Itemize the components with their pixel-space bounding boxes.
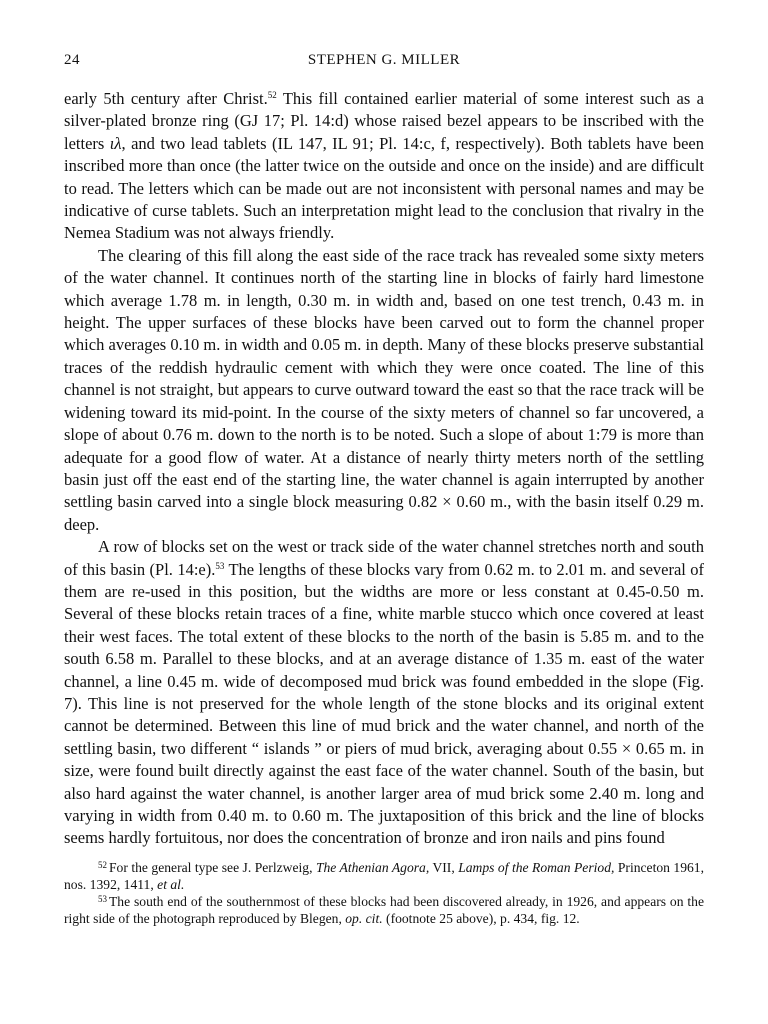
footnote-52-mark: 52 bbox=[98, 859, 107, 870]
paragraph-3-text-a: A row of blocks set on the west or track side of the water channel stretches north and south of this basin (Pl. 14:e). bbox=[64, 537, 704, 579]
footnote-ref-53: 53 bbox=[215, 560, 225, 571]
footnotes bbox=[64, 859, 704, 927]
paragraph-2: The clearing of this fill along the east side of the race track has revealed some sixty meters of the water channel. It continues north of the starting line in blocks of fairly hard limestone which average 1.78 m. in length, 0.30 m. in width and, based on one test trench, 0.43 m. in height. The upper surfaces of these blocks have been carved out to form the channel proper which averages 0.10 m. in width and 0.05 m. in depth. Many of these blocks preserve substantial traces of the reddish hydraulic cement with which they were once coated. The line of this channel is not straight, but appears to curve outward toward the east so that the race track will be widening toward its mid-point. In the course of the sixty meters of channel so far uncovered, a slope of about 0.76 m. down to the north is to be noted. Such a slope of about 1:79 is more than adequate for a good flow of water. At a distance of nearly thirty meters north of the settling basin just off the east end of the starting line, the water channel is again interrupted by another settling basin carved into a single block measuring 0.82 × 0.60 m., with the basin itself 0.29 m. deep. bbox=[64, 245, 704, 534]
page-header bbox=[64, 52, 704, 78]
footnote-53-op-cit: op. cit. bbox=[345, 910, 383, 926]
greek-letters: ιλ bbox=[109, 133, 122, 153]
footnote-53-mark: 53 bbox=[98, 893, 107, 904]
page-number: 24 bbox=[64, 52, 80, 68]
running-head: STEPHEN G. MILLER bbox=[307, 52, 461, 68]
paragraph-1-text-b: This fill contained earlier material of some interest such as a silver-plated bronze ring (GJ 17; Pl. 14:d) whose raised bezel appears to be inscribed with the letters bbox=[64, 89, 704, 153]
footnote-52-title-a: The Athenian Agora, bbox=[315, 859, 430, 875]
footnote-52-text-a: For the general type see J. Perlzweig, bbox=[109, 859, 316, 875]
footnote-52-text-b: VII, bbox=[429, 859, 459, 875]
footnote-52-et-al: et al. bbox=[157, 876, 185, 892]
footnote-52 bbox=[64, 859, 704, 893]
footnote-52-text-c: Princeton 1961, nos. 1392, 1411, bbox=[64, 859, 704, 892]
footnote-52-title-b: Lamps of the Roman Period, bbox=[458, 859, 615, 875]
paragraph-1-text-a: early 5th century after Christ. bbox=[64, 89, 268, 108]
footnote-53 bbox=[64, 893, 704, 927]
body-text bbox=[64, 88, 704, 850]
paragraph-3-text-b: The lengths of these blocks vary from 0.62 m. to 2.01 m. and several of them are re-used in this position, but the widths are more or less constant at 0.45-0.50 m. Several of these blocks retain traces of a fine, white marble stucco which once covered at least their west faces. The total extent of these blocks to the north of the basin is 5.85 m. and to the south 6.58 m. Parallel to these blocks, and at an average distance of 1.35 m. east of the water channel, a line 0.45 m. wide of decomposed mud brick was found embedded in the slope (Fig. 7). This line is not preserved for the whole length of the stone blocks and its original extent cannot be determined. Between this line of mud brick and the water channel, and north of the settling basin, two different “ islands ” or piers of mud brick, averaging about 0.55 × 0.65 m. in size, were found built directly against the east face of the water channel. South of the basin, but also hard against the water channel, is another larger area of mud brick some 2.40 m. long and varying in width from 0.40 m. to 0.60 m. The juxtaposition of this brick and the line of blocks seems hardly fortuitous, nor does the concentration of bronze and iron nails and pins found bbox=[64, 559, 704, 848]
footnote-53-text-b: (footnote 25 above), p. 434, fig. 12. bbox=[382, 910, 580, 926]
paragraph-3 bbox=[64, 536, 704, 850]
page bbox=[64, 52, 704, 927]
paragraph-1 bbox=[64, 88, 704, 245]
paragraph-1-text-c: , and two lead tablets (IL 147, IL 91; Pl. 14:c, f, respectively). Both tablets have been inscribed more than once (the latter twice on the outside and once on the inside) and are difficult to read. The letters which can be made out are not inconsistent with personal names and may be indicative of curse tablets. Such an interpretation might lead to the conclusion that rivalry in the Nemea Stadium was not always friendly. bbox=[64, 133, 704, 243]
footnote-ref-52: 52 bbox=[267, 90, 277, 100]
footnote-53-text-a: The south end of the southernmost of these blocks had been discovered already, in 1926, and appears on the right side of the photograph reproduced by Blegen, bbox=[64, 893, 704, 926]
